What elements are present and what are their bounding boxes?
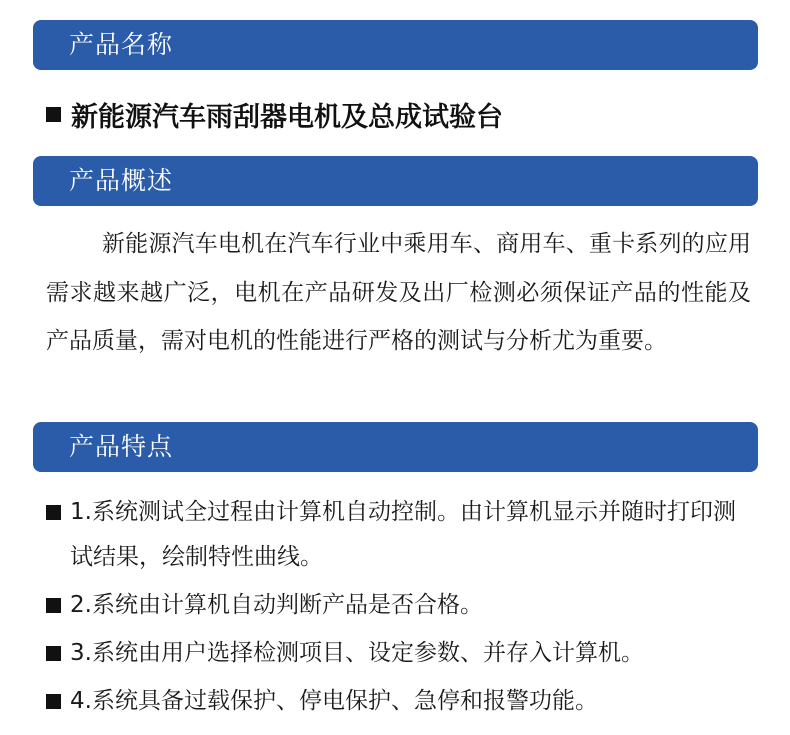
section-header-product-features — [33, 422, 758, 472]
section-header-product-overview — [33, 156, 758, 206]
feature-text: 4.系统具备过载保护、停电保护、急停和报警功能。 — [70, 688, 598, 714]
feature-item — [46, 583, 758, 628]
product-name-row — [46, 96, 503, 132]
square-bullet-icon — [46, 694, 61, 709]
section-title: 产品特点 — [69, 432, 174, 461]
square-bullet-icon — [46, 107, 61, 122]
feature-item — [46, 631, 758, 676]
section-header-product-name — [33, 20, 758, 70]
feature-text: 3.系统由用户选择检测项目、设定参数、并存入计算机。 — [70, 640, 644, 666]
feature-item — [46, 679, 758, 724]
square-bullet-icon — [46, 505, 61, 520]
product-name: 新能源汽车雨刮器电机及总成试验台 — [71, 101, 503, 133]
feature-text: 2.系统由计算机自动判断产品是否合格。 — [70, 592, 483, 618]
overview-paragraph: 新能源汽车电机在汽车行业中乘用车、商用车、重卡系列的应用需求越来越广泛，电机在产品研发及出厂检测必须保证产品的性能及产品质量，需对电机的性能进行严格的测试与分析尤为重要。 — [46, 231, 751, 354]
feature-item — [46, 490, 758, 580]
square-bullet-icon — [46, 646, 61, 661]
feature-list — [46, 490, 758, 727]
section-title: 产品名称 — [69, 30, 174, 59]
section-title: 产品概述 — [69, 166, 174, 195]
square-bullet-icon — [46, 598, 61, 613]
feature-text: 1.系统测试全过程由计算机自动控制。由计算机显示并随时打印测试结果，绘制特性曲线。 — [70, 499, 736, 570]
